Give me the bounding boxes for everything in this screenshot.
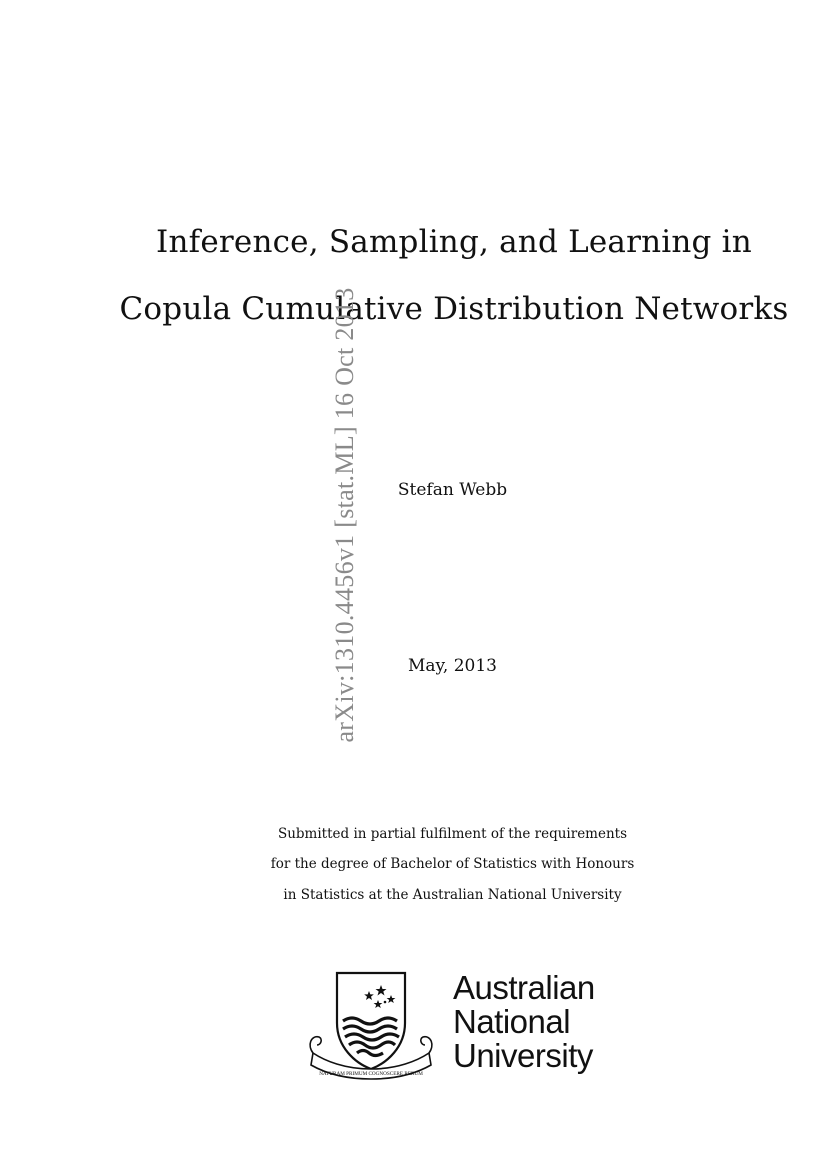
wordmark-line-3: University [453, 1037, 593, 1074]
wordmark-line-1: Australian [453, 969, 595, 1006]
requirements-line-3: in Statistics at the Australian National University [283, 887, 622, 903]
anu-logo [305, 965, 605, 1080]
anu-crest-icon [305, 965, 435, 1080]
requirements-line-2: for the degree of Bachelor of Statistics with Honours [270, 856, 635, 872]
requirements-line-1: Submitted in partial fulfilment of the requirements [277, 826, 628, 842]
author-name: Stefan Webb [397, 480, 508, 500]
title-line-2: Copula Cumulative Distribution Networks [119, 291, 789, 327]
submission-date: May, 2013 [408, 656, 497, 676]
wordmark-line-2: National [453, 1003, 571, 1040]
anu-motto: NATURAM PRIMUM COGNOSCERE RERUM [319, 1071, 423, 1077]
arxiv-stamp: arXiv:1310.4456v1 [stat.ML] 16 Oct 2013 [330, 287, 359, 743]
anu-wordmark [453, 971, 595, 1073]
title-line-1: Inference, Sampling, and Learning in [156, 224, 752, 260]
